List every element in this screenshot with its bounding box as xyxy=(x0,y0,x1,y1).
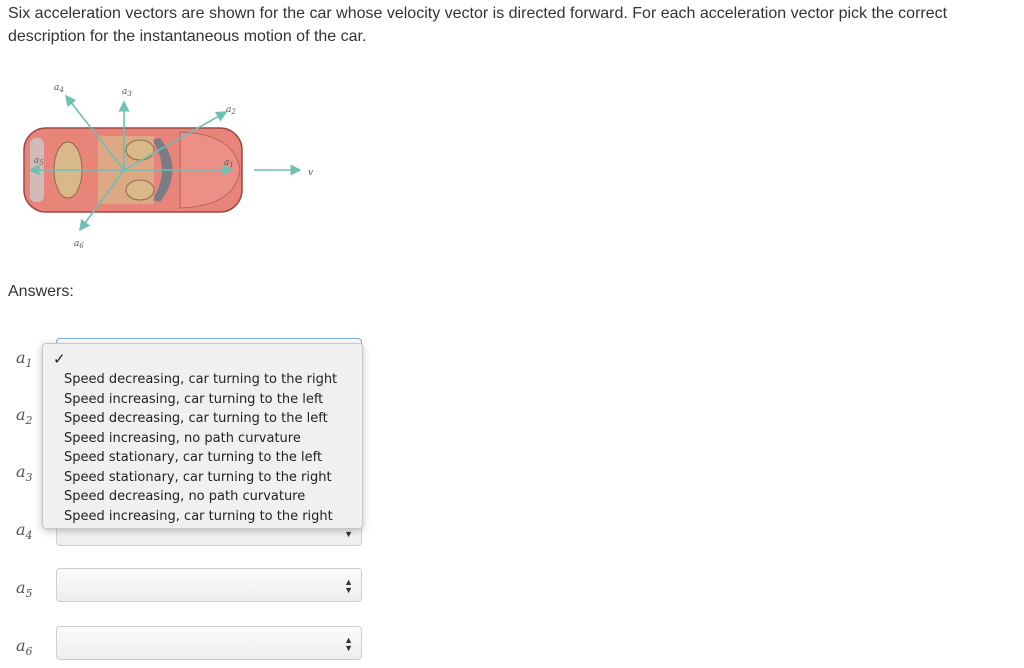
row-label-a2: $a_2$ xyxy=(16,405,33,428)
label-a5: $a_5$ xyxy=(34,156,44,167)
row-label-a3: $a_3$ xyxy=(16,462,33,485)
label-a3: $a_3$ xyxy=(122,87,132,98)
select-a6[interactable] xyxy=(56,626,362,660)
dropdown-option[interactable]: Speed decreasing, car turning to the left xyxy=(64,411,328,426)
answers-label: Answers: xyxy=(8,283,74,300)
dropdown-option[interactable]: Speed stationary, car turning to the right xyxy=(64,469,332,485)
dropdown-option[interactable]: Speed increasing, no path curvature xyxy=(64,430,301,446)
select-a5[interactable] xyxy=(56,568,362,602)
row-label-a5: $a_5$ xyxy=(16,578,33,601)
label-v: v xyxy=(308,168,314,178)
front-seat-right xyxy=(126,180,154,200)
select-arrows-icon: ▼ xyxy=(344,529,353,539)
row-label-a4: $a_4$ xyxy=(16,520,33,543)
row-label-a6: $a_6$ xyxy=(16,636,33,659)
label-a6: $a_6$ xyxy=(74,239,84,250)
car-vector-diagram xyxy=(20,72,330,262)
dropdown-option[interactable]: Speed decreasing, no path curvature xyxy=(64,489,306,504)
label-a4: $a_4$ xyxy=(54,83,64,94)
checkmark-icon: ✓ xyxy=(53,351,66,368)
label-a1: $a_1$ xyxy=(224,158,234,169)
dropdown-option[interactable]: Speed increasing, car turning to the right xyxy=(64,508,333,524)
dropdown-option[interactable]: Speed stationary, car turning to the left xyxy=(64,450,323,465)
dropdown-option[interactable]: Speed increasing, car turning to the left xyxy=(64,391,324,407)
dropdown-options xyxy=(64,370,337,526)
row-label-a1: $a_1$ xyxy=(16,348,33,371)
dropdown-popup[interactable] xyxy=(42,343,363,529)
select-arrows-icon: ▲ ▼ xyxy=(344,577,353,595)
label-a2: $a_2$ xyxy=(226,105,236,116)
question-prompt: Six acceleration vectors are shown for the car whose velocity vector is directed forward. For each acceleration vector pick the correct description for the instantaneous motion of the car. xyxy=(8,5,948,45)
select-arrows-icon: ▲ ▼ xyxy=(344,635,353,653)
front-seat-left xyxy=(126,140,154,160)
dropdown-option[interactable]: Speed decreasing, car turning to the right xyxy=(64,372,338,387)
